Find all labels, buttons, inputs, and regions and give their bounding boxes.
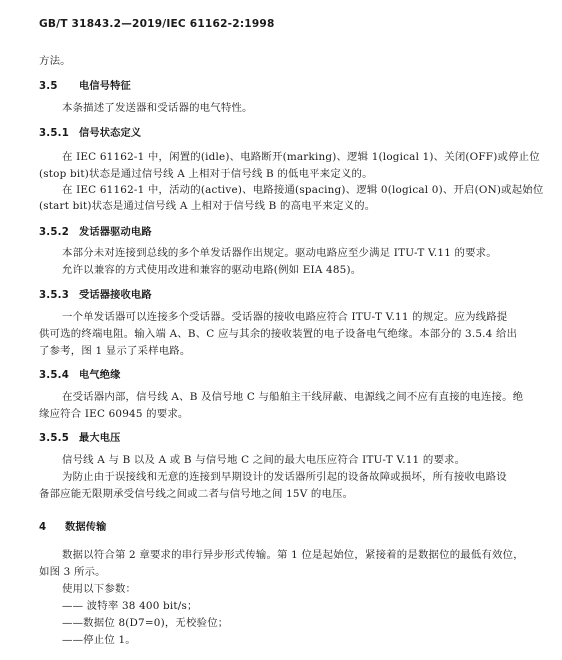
section-4-heading <box>39 521 107 534</box>
section-number: 3.5.2 <box>39 227 70 238</box>
section-number: 3.5.1 <box>39 128 70 139</box>
section-3-5-2-heading <box>39 226 152 239</box>
section-number: 4 <box>39 522 47 533</box>
section-number: 3.5 <box>39 81 58 92</box>
section-3-5-3-line: 了参考，图 1 显示了采样电路。 <box>39 345 191 357</box>
section-3-5-paragraph: 本条描述了发送器和受话器的电气特性。 <box>62 102 253 114</box>
section-4-line: 数据以符合第 2 章要求的串行异步形式传输。第 1 位是起始位，紧接着的是数据位的最低有效位， <box>62 549 524 561</box>
section-title: 信号状态定义 <box>79 128 142 139</box>
list-item: ——数据位 8(D7=0)，无校验位； <box>62 617 229 629</box>
section-number: 3.5.3 <box>39 290 70 301</box>
section-3-5-4-heading <box>39 369 121 382</box>
paragraph-tail: 方法。 <box>39 55 71 67</box>
section-3-5-4-line: 在受话器内部，信号线 A、B 及信号地 C 与船舶主干线屏蔽、电源线之间不应有直接的电连接。绝 <box>62 391 524 403</box>
section-3-5-5-line: 备部应能无限期承受信号线之间或二者与信号地之间 15V 的电压。 <box>39 488 354 500</box>
section-title: 受话器接收电路 <box>79 290 152 301</box>
section-4-line: 如图 3 所示。 <box>39 566 106 578</box>
section-3-5-heading <box>39 80 131 93</box>
list-item: ——停止位 1。 <box>62 634 136 646</box>
section-3-5-1-line: (stop bit)状态是通过信号线 A 上相对于信号线 B 的低电平来定义的。 <box>39 168 373 180</box>
section-number: 3.5.5 <box>39 433 70 444</box>
section-3-5-3-heading <box>39 289 152 302</box>
section-title: 最大电压 <box>79 433 121 444</box>
section-3-5-5-line: 为防止由于误接线和无意的连接到早期设计的发话器所引起的设备故障或损坏，所有接收电路设 <box>62 471 507 483</box>
section-4-line: 使用以下参数： <box>62 583 137 595</box>
section-title: 数据传输 <box>65 522 107 533</box>
document-header-id: GB/T 31843.2—2019/IEC 61162-2:1998 <box>39 18 275 30</box>
section-3-5-1-line: 在 IEC 61162-1 中，闲置的(idle)、电路断开(marking)、逻辑 1(logical 1)、关闭(OFF)或停止位 <box>62 151 540 163</box>
section-3-5-3-line: 一个单发话器可以连接多个受话器。受话器的接收电路应符合 ITU-T V.11 的规定。应为线路提 <box>62 311 508 323</box>
section-3-5-2-line: 允许以兼容的方式使用改进和兼容的驱动电路(例如 EIA 485)。 <box>62 264 362 276</box>
section-3-5-4-line: 缘应符合 IEC 60945 的要求。 <box>39 408 189 420</box>
section-3-5-5-line: 信号线 A 与 B 以及 A 或 B 与信号地 C 之间的最大电压应符合 ITU-T V.11 的要求。 <box>62 454 466 466</box>
section-3-5-3-line: 供可选的终端电阻。输入端 A、B、C 应与其余的接收装置的电子设备电气绝缘。本部分的 3.5.4 给出 <box>39 328 518 340</box>
section-title: 电气绝缘 <box>79 370 121 381</box>
section-3-5-1-line: 在 IEC 61162-1 中，活动的(active)、电路接通(spacing)、逻辑 0(logical 0)、开启(ON)或起始位 <box>62 184 544 196</box>
section-number: 3.5.4 <box>39 370 70 381</box>
section-3-5-5-heading <box>39 432 121 445</box>
section-3-5-2-line: 本部分未对连接到总线的多个单发话器作出规定。驱动电路应至少满足 ITU-T V.11 的要求。 <box>62 247 497 259</box>
list-item: —— 波特率 38 400 bit/s； <box>62 600 198 612</box>
section-title: 发话器驱动电路 <box>79 227 152 238</box>
section-title: 电信号特征 <box>79 81 131 92</box>
section-3-5-1-line: (start bit)状态是通过信号线 A 上相对于信号线 B 的高电平来定义的。 <box>39 200 376 212</box>
section-3-5-1-heading <box>39 127 141 140</box>
